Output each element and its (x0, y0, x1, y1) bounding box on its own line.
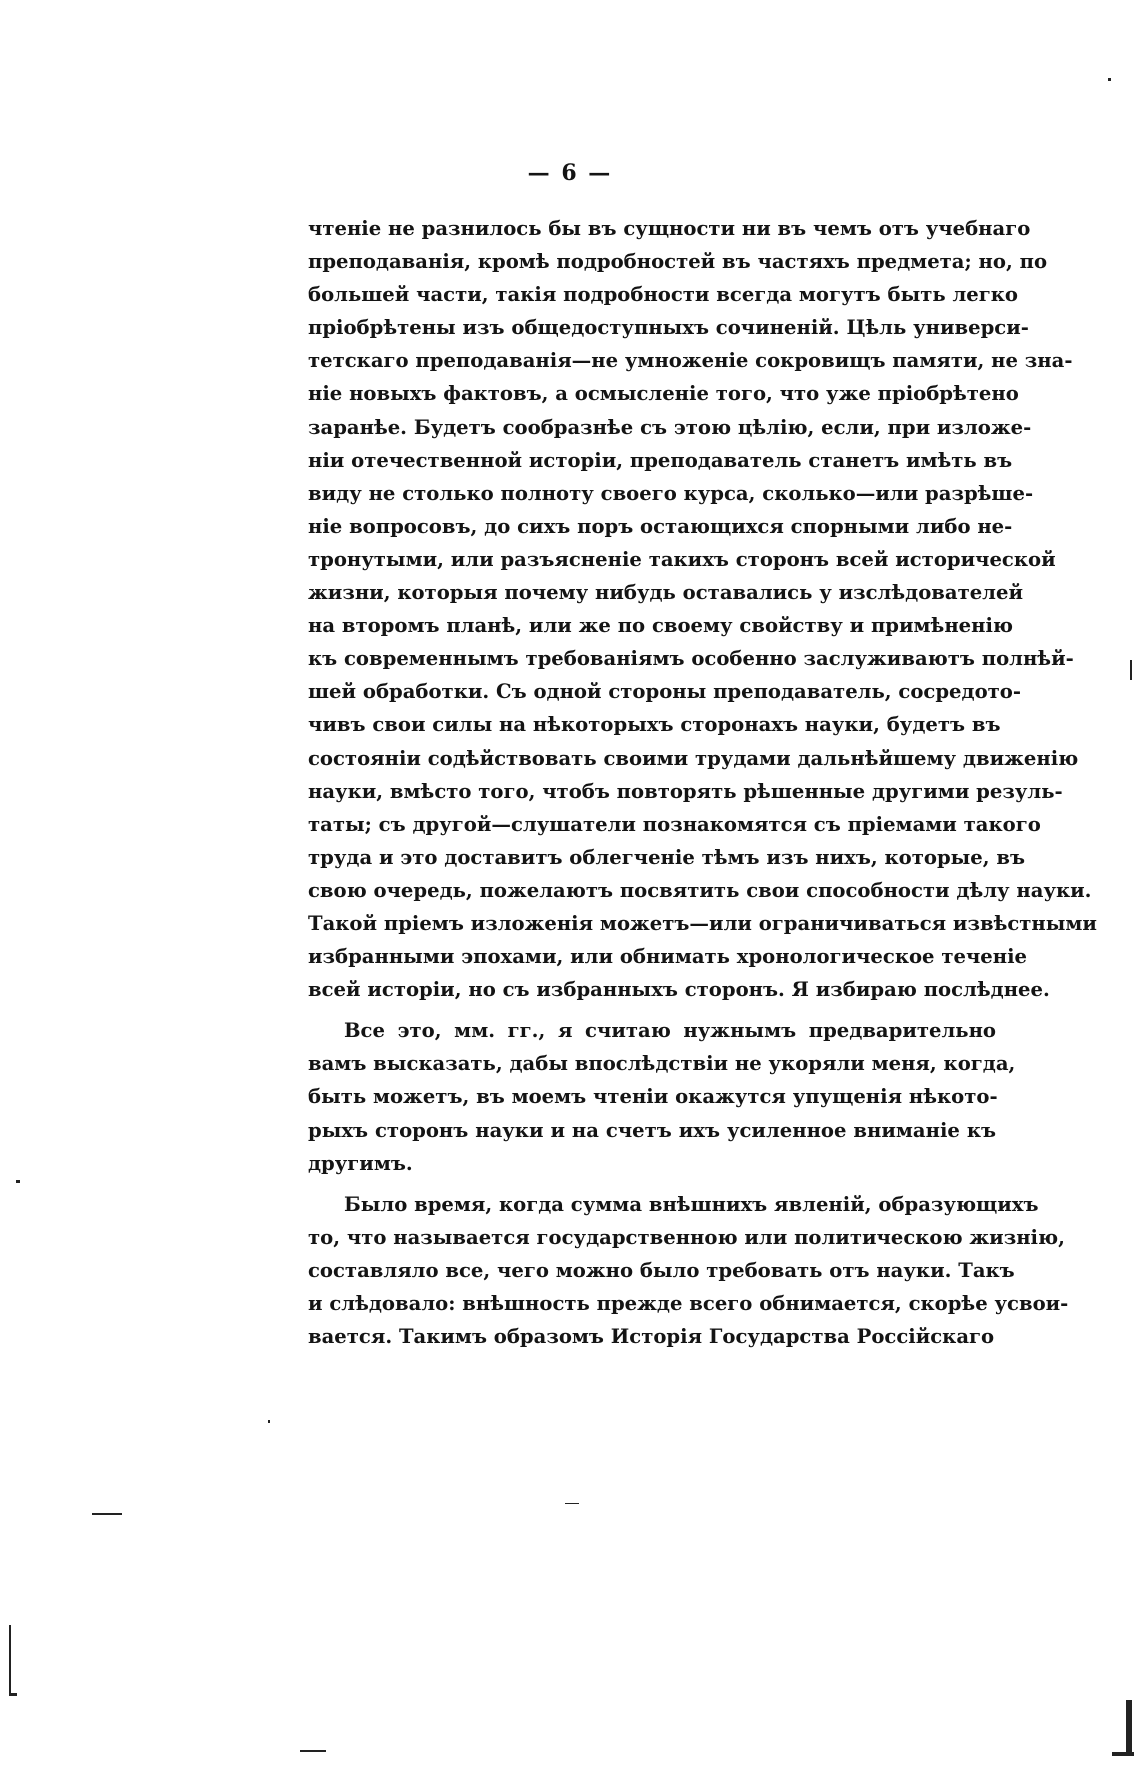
scan-edge (9, 1625, 11, 1695)
scan-speck (1130, 660, 1132, 680)
text-line: быть можетъ, въ моемъ чтеніи окажутся упущенія нѣкото- (308, 1085, 998, 1109)
text-line: рыхъ сторонъ науки и на счетъ ихъ усиленное вниманіе къ (308, 1118, 996, 1142)
text-line: всей исторіи, но съ избранныхъ сторонъ. Я избираю послѣднее. (308, 978, 1050, 1002)
text-line: жизни, которыя почему нибудь оставались у изслѣдователей (308, 581, 1023, 605)
text-line: Все это, мм. гг., я считаю нужнымъ предварительно (344, 1019, 996, 1043)
text-line: на второмъ планѣ, или же по своему свойству и примѣненію (308, 614, 1014, 638)
text-line: ніе вопросовъ, до сихъ поръ остающихся спорными либо не- (308, 514, 1013, 538)
text-line: вамъ высказать, дабы впослѣдствіи не укоряли меня, когда, (308, 1052, 1016, 1076)
text-line: къ современнымъ требованіямъ особенно заслуживаютъ полнѣй- (308, 647, 1074, 671)
text-line: виду не столько полноту своего курса, сколько—или разрѣше- (308, 481, 1034, 505)
text-line: другимъ. (308, 1151, 413, 1175)
paragraph (308, 1188, 1069, 1353)
text-line: большей части, такія подробности всегда могутъ быть легко (308, 283, 1018, 307)
text-line: Такой пріемъ изложенія можетъ—или ограничиваться извѣстными (308, 911, 1097, 935)
text-line: и слѣдовало: внѣшность прежде всего обнимается, скорѣе усвои- (308, 1292, 1069, 1315)
text-line: труда и это доставитъ облегченіе тѣмъ изъ нихъ, которые, въ (308, 845, 1026, 869)
text-line: науки, вмѣсто того, чтобъ повторять рѣшенные другими резуль- (308, 779, 1063, 803)
text-line: шей обработки. Съ одной стороны преподаватель, сосредото- (308, 680, 1021, 704)
text-line: то, что называется государственною или политическою жизнію, (308, 1225, 1065, 1249)
text-line: тронутыми, или разъясненіе такихъ сторонъ всей исторической (308, 547, 1056, 571)
body-text (308, 212, 1097, 1353)
scan-edge (1112, 1752, 1134, 1756)
text-line: чтеніе не разнилось бы въ сущности ни въ чемъ отъ учебнаго (308, 217, 1031, 240)
paragraph (308, 212, 1097, 1006)
scan-edge (1126, 1700, 1132, 1756)
text-line: состояніи содѣйствовать своими трудами дальнѣйшему движенію (308, 746, 1079, 770)
text-line: вается. Такимъ образомъ Исторія Государства Россійскаго (308, 1325, 995, 1349)
text-line: пріобрѣтены изъ общедоступныхъ сочиненій. Цѣль универси- (308, 316, 1029, 340)
text-line: свою очередь, пожелаютъ посвятить свои способности дѣлу науки. (308, 878, 1092, 902)
text-line: чивъ свои силы на нѣкоторыхъ сторонахъ науки, будетъ въ (308, 713, 1001, 737)
scan-rule (565, 1503, 579, 1504)
scan-speck (268, 1420, 270, 1423)
scan-speck (1108, 78, 1111, 81)
text-line: таты; съ другой—слушатели познакомятся съ пріемами такого (308, 812, 1041, 836)
text-line: преподаванія, кромѣ подробностей въ частяхъ предмета; но, по (308, 250, 1048, 274)
scan-rule (92, 1513, 122, 1515)
text-line: составляло все, чего можно было требовать отъ науки. Такъ (308, 1258, 1015, 1282)
paragraph (308, 1014, 1016, 1179)
text-line: ніе новыхъ фактовъ, а осмысленіе того, что уже пріобрѣтено (308, 382, 1019, 406)
text-line: тетскаго преподаванія—не умноженіе сокровищъ памяти, не зна- (308, 349, 1073, 373)
scan-edge (9, 1693, 17, 1696)
page-number: — 6 — (527, 160, 613, 186)
text-line: заранѣе. Будетъ сообразнѣе съ этою цѣлію, если, при изложе- (308, 415, 1032, 439)
text-line: избранными эпохами, или обнимать хронологическое теченіе (308, 945, 1027, 969)
text-line: Было время, когда сумма внѣшнихъ явленій, образующихъ (344, 1192, 1039, 1216)
text-line: ніи отечественной исторіи, преподаватель станетъ имѣть въ (308, 448, 1013, 472)
scan-speck (16, 1180, 20, 1183)
scan-rule (300, 1750, 326, 1752)
